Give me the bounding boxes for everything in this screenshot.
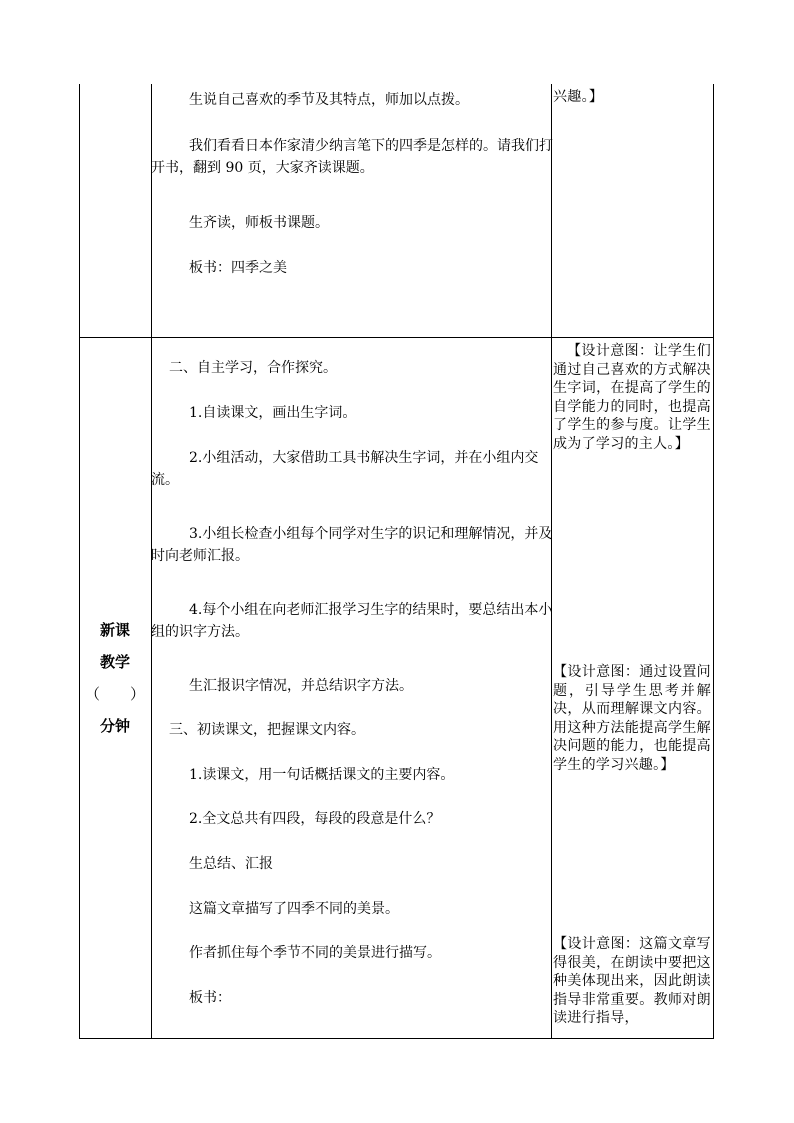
row2-paragraph: 作者抓住每个季节不同的美景进行描写。 <box>189 945 441 961</box>
section-label-line: 分钟 <box>99 717 130 735</box>
design-intent-note: 【设计意图：这篇文章写得很美，在朗读中要把这种美体现出来，因此朗读指导非常重要。教师对朗读进行指导， <box>553 936 711 1026</box>
row1-paragraph: 生齐读，师板书课题。 <box>189 215 329 231</box>
row1-paragraph: 生说自己喜欢的季节及其特点，师加以点拨。 <box>189 92 469 108</box>
row2-paragraph: 2.全文总共有四段，每段的段意是什么？ <box>189 811 441 827</box>
design-intent-note: 【设计意图：通过设置问题，引导学生思考并解决，从而理解课文内容。用这种方法能提高学生解决问题的能力，也能提高学生的学习兴趣。】 <box>553 664 711 773</box>
section-label-line: 教学 <box>99 653 130 671</box>
row2-paragraph: 二、自主学习，合作探究。 <box>169 360 337 376</box>
lesson-plan-table <box>79 84 714 1039</box>
row2-content-cell <box>151 337 551 1038</box>
row2-paragraph: 3.小组长检查小组每个同学对生字的识记和理解情况，并及时向老师汇报。 <box>151 526 553 564</box>
table-border-right <box>713 84 714 1039</box>
row1-paragraph: 我们看看日本作家清少纳言笔下的四季是怎样的。请我们打开书，翻到 90 页，大家齐读课题。 <box>151 138 553 176</box>
table-border-left <box>79 84 80 1039</box>
row2-paragraph: 1.读课文，用一句话概括课文的主要内容。 <box>189 767 455 783</box>
table-border-bottom <box>79 1038 714 1039</box>
minutes-blank: （ ） <box>84 685 145 703</box>
row2-paragraph: 1.自读课文，画出生字词。 <box>189 405 357 421</box>
row2-paragraph: 4.每个小组在向老师汇报学习生字的结果时，要总结出本小组的识字方法。 <box>151 602 553 640</box>
row2-paragraph: 板书： <box>189 990 231 1006</box>
row2-paragraph: 三、初读课文，把握课文内容。 <box>169 722 365 738</box>
row2-paragraph: 生汇报识字情况，并总结识字方法。 <box>189 678 413 694</box>
row2-paragraph: 这篇文章描写了四季不同的美景。 <box>189 901 399 917</box>
design-intent-note: 兴趣。】 <box>553 89 604 105</box>
section-label-line: 新课 <box>99 621 130 639</box>
row2-paragraph: 2.小组活动，大家借助工具书解决生字词，并在小组内交流。 <box>151 450 539 488</box>
section-label-new-lesson <box>79 614 151 742</box>
design-intent-note: 【设计意图：让学生们通过自己喜欢的方式解决生字词，在提高了学生的自学能力的同时，也提高了学生的参与度。让学生成为了学习的主人。】 <box>553 343 711 452</box>
row1-note-cell <box>551 84 713 337</box>
row1-content-cell <box>151 84 551 337</box>
row2-paragraph: 生总结、汇报 <box>189 856 273 872</box>
row2-note-cell <box>551 337 713 1038</box>
row1-paragraph: 板书：四季之美 <box>189 260 287 276</box>
